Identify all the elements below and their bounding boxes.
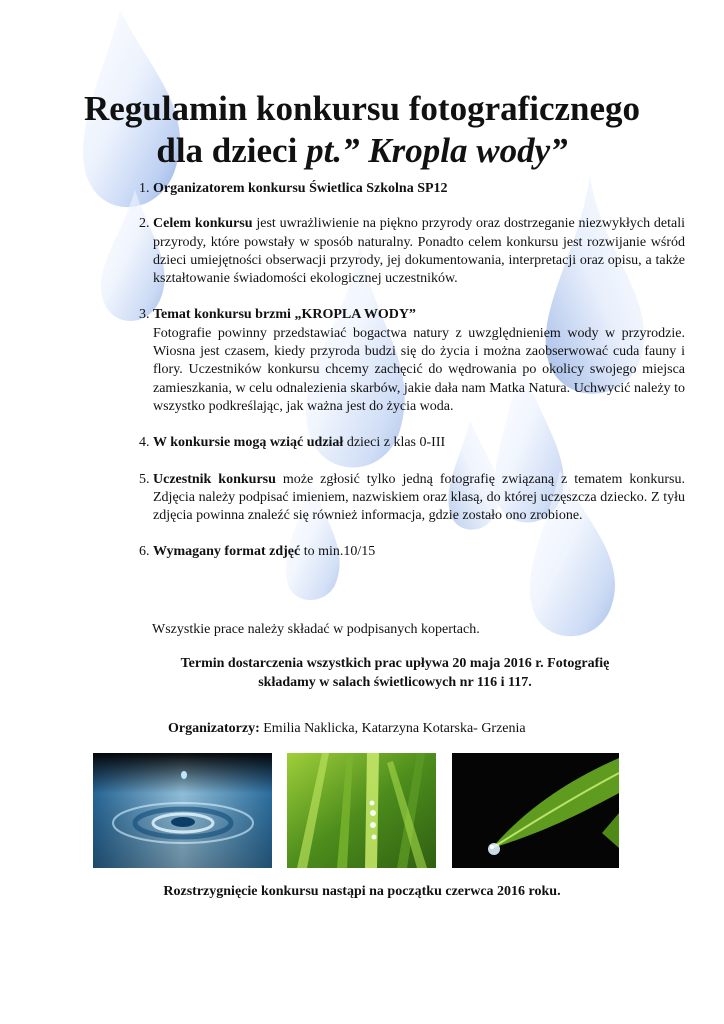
deadline-notice (150, 654, 640, 692)
falling-drop (181, 771, 187, 779)
rule-item (153, 434, 685, 452)
leaf-drop-photo (452, 753, 619, 868)
rule-text: jest uwrażliwienie na piękno przyrody oraz dostrzeganie niezwykłych detali przyrody, które powstały w sposób naturalny. Ponadto celem konkursu jest rozwijanie wśród dzieci umiejętności obserwacji przyrody, jej dokumentowania, interpretacji oraz opisu, a także kształtowanie świadomości ekologicznej uczestników. (153, 216, 685, 287)
water-droplet (488, 843, 500, 855)
water-droplet (370, 810, 376, 816)
rule-text: dzieci z klas 0-III (343, 435, 446, 451)
rule-text: Fotografie powinny przedstawiać bogactwa natury z uwzględnieniem wody w przyrodzie. Wiosna jest czasem, kiedy przyroda budzi się do życia i można zaobserwować cuda fauny i flory. Uczestników konkursu chcemy zachęcić do wędrowania po okolicy swojego miejsca zamieszkania, w celu odnalezienia skarbów, jakie dała nam Matka Natura. Uchwycić należy to wszystko podkreślając, jak ważna jest do życia woda. (153, 325, 685, 414)
water-droplet (370, 822, 376, 828)
title-line-2-prefix: dla dzieci (156, 131, 307, 170)
rule-heading: Temat konkursu brzmi „KROPLA WODY” (153, 307, 416, 323)
submission-note: Wszystkie prace należy składać w podpisanych kopertach. (152, 622, 480, 637)
organizers-names: Emilia Naklicka, Katarzyna Kotarska- Grzenia (259, 721, 526, 736)
rule-heading: Uczestnik konkursu (153, 471, 276, 487)
rule-item (153, 215, 685, 288)
rule-text: może zgłosić tylko jedną fotografię związaną z tematem konkursu. Zdjęcia należy podpisać imieniem, nazwiskiem oraz klasą, do której uczęszcza dziecko. Z tyłu zdjęcia powinna znaleźć się również informacja, gdzie zostało ono zrobione. (153, 471, 685, 524)
rule-heading: W konkursie mogą wziąć udział (153, 435, 344, 451)
results-announcement: Rozstrzygnięcie konkursu nastąpi na początku czerwca 2016 roku. (163, 884, 561, 899)
title-line-1: Regulamin konkursu fotograficznego (83, 89, 641, 128)
rule-item (153, 471, 685, 526)
rule-heading: Celem konkursu (153, 216, 253, 232)
title-line-2-italic: pt.” Kropla wody” (306, 131, 568, 170)
rules-list (108, 180, 685, 580)
water-droplet (370, 801, 375, 806)
grass-drops-photo (287, 753, 436, 868)
rule-item (153, 180, 685, 198)
deadline-line-1: Termin dostarczenia wszystkich prac upływa 20 maja 2016 r. Fotografię (180, 656, 610, 671)
rule-heading: Organizatorem konkursu Świetlica Szkolna SP12 (153, 181, 448, 196)
rule-text: to min.10/15 (300, 544, 376, 560)
organizers-line (168, 720, 526, 738)
deadline-line-2: składamy w salach świetlicowych nr 116 i 117. (258, 675, 532, 690)
water-ripple-photo (93, 753, 272, 868)
rule-item (153, 543, 685, 561)
rule-heading: Wymagany format zdjęć (153, 544, 301, 560)
rule-item (153, 306, 685, 416)
water-droplet (372, 835, 377, 840)
page-title (60, 88, 664, 172)
ripple-center (171, 817, 195, 827)
organizers-label: Organizatorzy: (168, 721, 260, 736)
